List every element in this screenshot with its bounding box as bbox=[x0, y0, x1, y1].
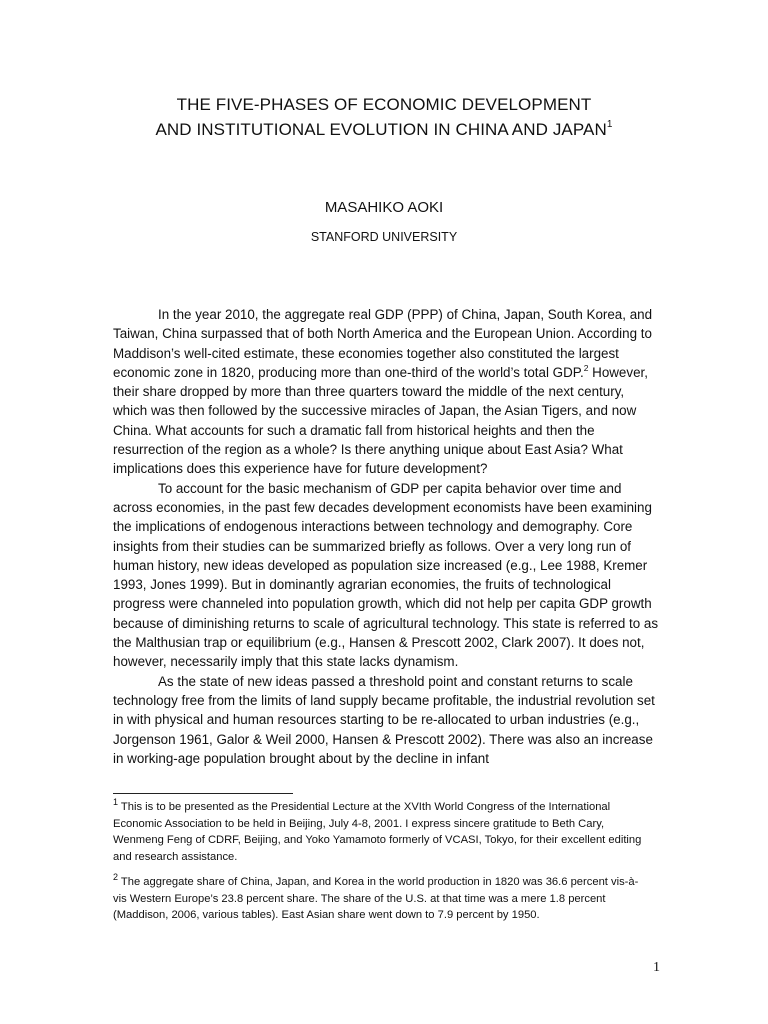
title-line-2-text: AND INSTITUTIONAL EVOLUTION IN CHINA AND JAPAN bbox=[155, 120, 607, 139]
paragraph-1-part-b: However, their share dropped by more than three quarters toward the middle of the next century, which was then followed by the successive miracles of Japan, the Asian Tigers, and now China. What accounts for such a dramatic fall from historical heights and then the resurrection of the region as a whole? Is there anything unique about East Asia? What implications does this experience have for future development? bbox=[113, 364, 648, 477]
paragraph-1-part-a: In the year 2010, the aggregate real GDP (PPP) of China, Japan, South Korea, and Taiwan, China surpassed that of both North America and the European Union. According to Maddison’s well-cited estimate, these economies together also constituted the largest economic zone in 1820, producing more than one-third of the world’s total GDP. bbox=[113, 307, 653, 380]
title-footnote-mark: 1 bbox=[606, 119, 613, 130]
paper-title-line-1 bbox=[0, 95, 768, 115]
paragraph-2: To account for the basic mechanism of GDP per capita behavior over time and across economies, in the past few decades development economists have been examining the implications of endogenous interactions between technology and demography. Core insights from their studies can be summarized briefly as follows. Over a very long run of human history, new ideas developed as population size increased (e.g., Lee 1988, Kremer 1993, Jones 1999). But in dominantly agrarian economies, the fruits of technological progress were channeled into population growth, which did not help per capita GDP growth because of diminishing returns to scale of agricultural technology. This state is referred to as the Malthusian trap or equilibrium (e.g., Hansen & Prescott 2002, Clark 2007). It does not, however, necessarily imply that this state lacks dynamism. bbox=[113, 480, 659, 670]
footnote-2-mark: 2 bbox=[113, 872, 119, 882]
author-name: MASAHIKO AOKI bbox=[324, 199, 444, 216]
footnote-ref-2: 2 bbox=[583, 362, 589, 373]
footnote-1 bbox=[113, 799, 643, 865]
title-line-1-text: THE FIVE-PHASES OF ECONOMIC DEVELOPMENT bbox=[176, 95, 592, 114]
paper-title-line-2 bbox=[0, 120, 768, 140]
footnote-separator bbox=[113, 793, 293, 794]
paragraph-1 bbox=[113, 305, 661, 479]
paragraph-3: As the state of new ideas passed a threshold point and constant returns to scale technology free from the limits of land supply became profitable, the industrial revolution set in with physical and human resources starting to be re-allocated to urban industries (e.g., Jorgenson 1961, Galor & Weil 2000, Hansen & Prescott 2002). There was also an increase in working-age population brought about by the decline in infant bbox=[113, 673, 655, 766]
footnote-1-mark: 1 bbox=[113, 797, 119, 807]
page-number: 1 bbox=[653, 960, 660, 975]
body-text bbox=[113, 305, 661, 768]
footnote-1-text: This is to be presented as the Presidential Lecture at the XVIth World Congress of the International Economic Association to be held in Beijing, July 4-8, 2001. I express sincere gratitude to Beth Cary, Wenmeng Feng of CDRF, Beijing, and Yoko Yamamoto formerly of VCASI, Tokyo, for their excellent editing and research assistance. bbox=[113, 801, 642, 863]
author-affiliation: STANFORD UNIVERSITY bbox=[310, 230, 458, 244]
footnote-2 bbox=[113, 874, 643, 924]
footnote-2-text: The aggregate share of China, Japan, and Korea in the world production in 1820 was 36.6 percent vis-à-vis Western Europe’s 23.8 percent share. The share of the U.S. at that time was a mere 1.8 percent (Maddison, 2006, various tables). East Asian share went down to 7.9 percent by 1950. bbox=[113, 876, 639, 921]
